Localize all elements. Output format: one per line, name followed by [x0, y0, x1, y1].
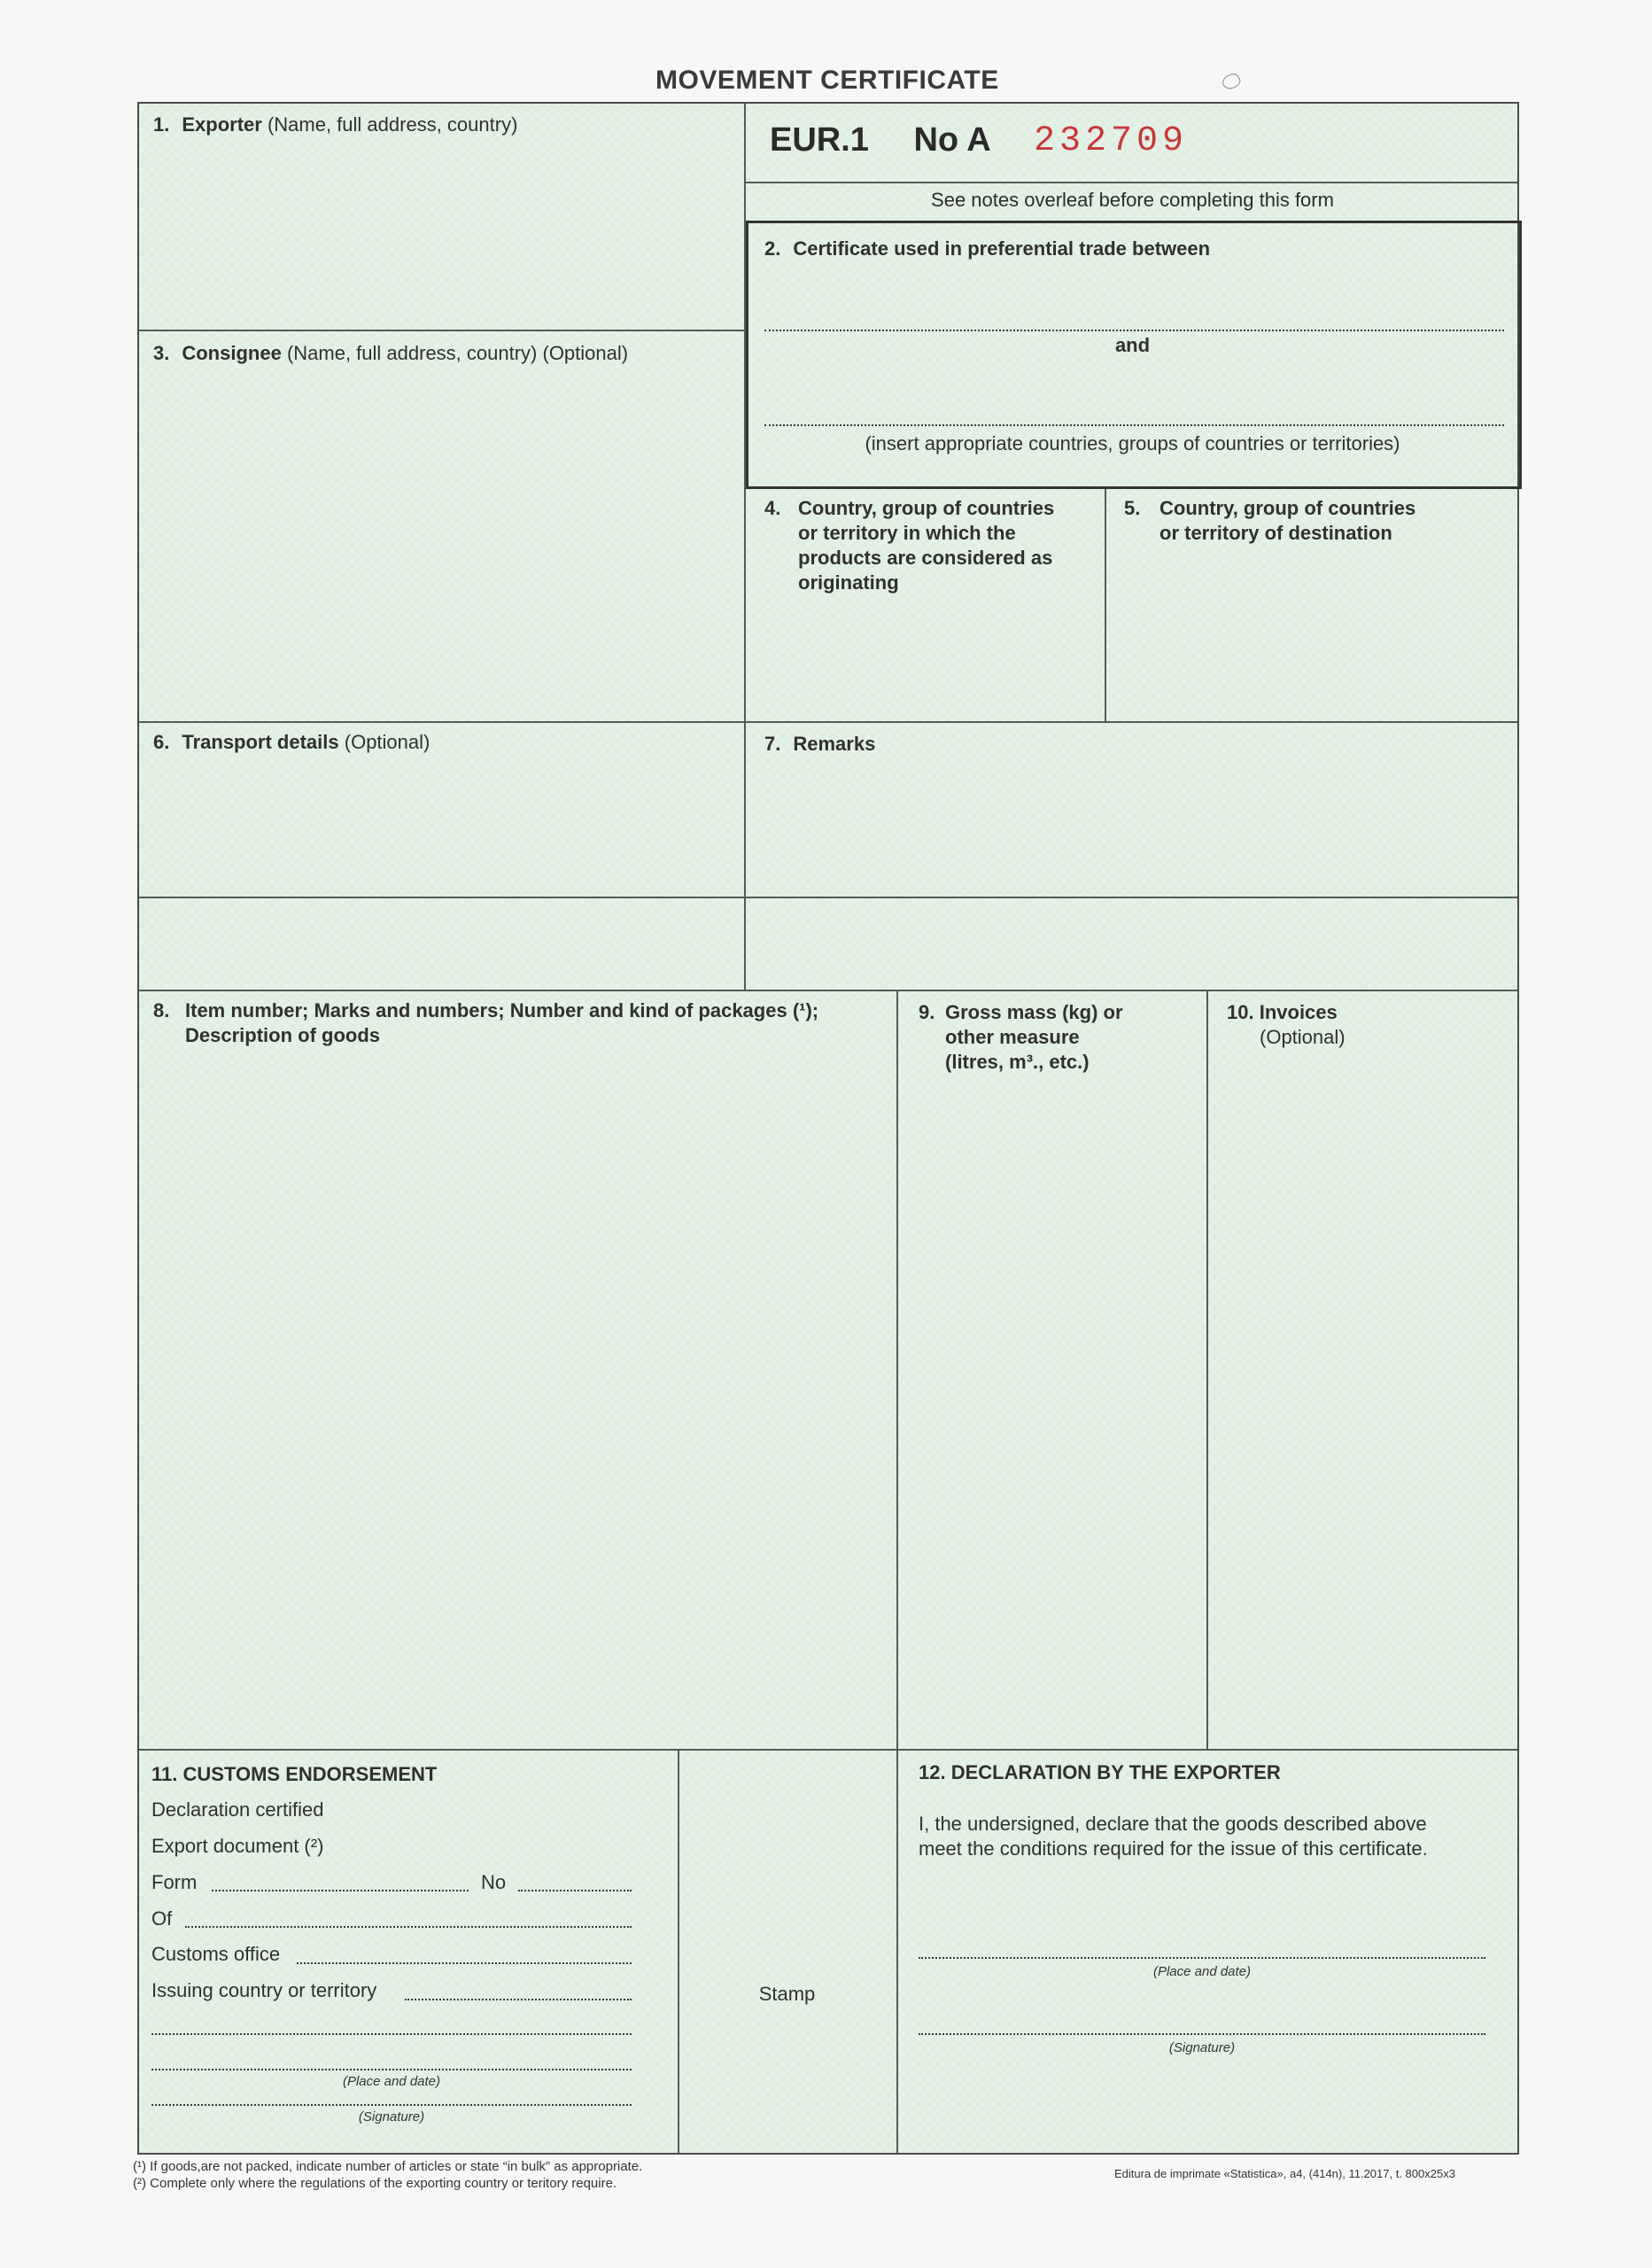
box-10-hint: (Optional)	[1260, 1026, 1346, 1048]
box-10-number: 10.	[1227, 1001, 1254, 1023]
box-11-of-label: Of	[151, 1907, 173, 1930]
footnotes	[133, 2158, 642, 2192]
box-3-label	[153, 341, 628, 366]
box-2-and-text: and	[1114, 334, 1151, 356]
box-4-number: 4.	[764, 497, 781, 519]
footnote-1: (¹) If goods,are not packed, indicate number of articles or state “in bulk” as appropriate.	[133, 2159, 643, 2174]
form-name	[770, 121, 991, 159]
box-1-hint: (Name, full address, country)	[261, 113, 518, 136]
box-11-signature-line[interactable]	[151, 2104, 632, 2106]
divider-header	[744, 182, 1517, 183]
box-11-place-date-line[interactable]	[151, 2069, 632, 2070]
footnote-2: (²) Complete only where the regulations of the exporting country or teritory require.	[133, 2176, 617, 2191]
no-label: No A	[913, 121, 991, 159]
box-8-line-1: Item number; Marks and numbers; Number and kind of packages (¹);	[185, 999, 819, 1021]
box-11-form-label: Form	[151, 1871, 198, 1893]
box-1-title: Exporter	[182, 113, 262, 136]
box-11-no-label: No	[481, 1871, 507, 1893]
divider-row-6-7	[139, 721, 1517, 723]
box-10-label	[1227, 1000, 1338, 1025]
box-12-label	[919, 1760, 1281, 1785]
box-11-title: CUSTOMS ENDORSEMENT	[182, 1763, 438, 1785]
box-4-line-2: or territory in which the	[798, 522, 1016, 544]
box-6-hint: (Optional)	[338, 731, 430, 753]
box-10-title: Invoices	[1259, 1001, 1338, 1023]
box-11-label	[151, 1762, 437, 1787]
box-11-export-document: Export document (²)	[151, 1835, 324, 1857]
box-7-label	[764, 732, 875, 757]
divider-row-6-7-bottom	[139, 897, 1517, 898]
box-5-title	[1160, 496, 1415, 546]
box-1-number: 1.	[153, 113, 170, 136]
box-6-title: Transport details	[182, 731, 339, 753]
box-11-office-field[interactable]	[297, 1962, 632, 1964]
box-11-signature-caption: (Signature)	[358, 2109, 425, 2124]
box-5-number: 5.	[1124, 497, 1141, 519]
box-11-declaration: Declaration certified	[151, 1798, 324, 1821]
box-4-label	[764, 496, 793, 521]
box-8-label	[153, 998, 182, 1023]
box-3-number: 3.	[153, 342, 170, 364]
box-2-country-line-1[interactable]	[764, 330, 1504, 331]
box-12-title: DECLARATION BY THE EXPORTER	[950, 1761, 1281, 1783]
box-2-number: 2.	[764, 237, 781, 260]
box-9-line-1: Gross mass (kg) or	[945, 1001, 1123, 1023]
box-11-no-field[interactable]	[518, 1890, 632, 1891]
box-4-line-1: Country, group of countries	[798, 497, 1055, 519]
box-2-title: Certificate used in preferential trade between	[793, 237, 1211, 260]
divider-row-11	[139, 1749, 1517, 1751]
box-3-title: Consignee	[182, 342, 282, 364]
divider-row-8	[139, 990, 1517, 991]
eur1-form	[137, 102, 1519, 2155]
box-12-signature-caption: (Signature)	[1168, 2040, 1236, 2055]
box-6-label	[153, 730, 430, 755]
box-11-place-date-caption: (Place and date)	[342, 2074, 441, 2089]
box-2-country-line-2[interactable]	[764, 424, 1504, 426]
box-4-title	[798, 496, 1054, 595]
box-12-signature-line[interactable]	[919, 2033, 1485, 2035]
publisher-info: Editura de imprimate «Statistica», a4, (414n), 11.2017, t. 800x25x3	[1114, 2167, 1455, 2180]
box-3-hint: (Name, full address, country) (Optional)	[281, 342, 629, 364]
box-8-number: 8.	[153, 999, 170, 1021]
box-11-number: 11.	[151, 1763, 178, 1785]
box-2-and	[746, 333, 1519, 358]
box-11-form-field[interactable]	[212, 1890, 469, 1891]
divider-box11-stamp	[678, 1749, 679, 2153]
box-9-line-2: other measure	[945, 1026, 1080, 1048]
box-2-label	[764, 237, 1210, 261]
header-notes: See notes overleaf before completing this form	[931, 189, 1334, 211]
box-11-extra-line-1[interactable]	[151, 2033, 632, 2035]
box-11-issuing-label: Issuing country or territory	[151, 1979, 377, 2001]
divider-box4-box5	[1105, 489, 1106, 721]
divider-box8-box9	[896, 990, 898, 2153]
divider-box1-box3	[139, 330, 744, 331]
box-11-office-label: Customs office	[151, 1943, 281, 1965]
box-6-number: 6.	[153, 731, 170, 753]
box-9-title	[945, 1000, 1123, 1075]
box-12-number: 12.	[919, 1761, 946, 1783]
serial-number: 232709	[1034, 121, 1189, 161]
box-1-label	[153, 113, 517, 137]
box-12-place-date-line[interactable]	[919, 1957, 1485, 1959]
box-4-line-4: originating	[798, 571, 899, 594]
box-8-title	[185, 998, 818, 1048]
box-5-label	[1124, 496, 1152, 521]
box-4-line-3: products are considered as	[798, 547, 1053, 569]
box-12-declaration	[919, 1812, 1428, 1861]
box-2-hint: (insert appropriate countries, groups of countries or territories)	[865, 432, 1400, 454]
box-5-line-1: Country, group of countries	[1160, 497, 1416, 519]
stamp-label: Stamp	[758, 1983, 816, 2005]
box-11-issuing-field[interactable]	[405, 1999, 632, 2000]
box-12-place-date-caption: (Place and date)	[1152, 1964, 1252, 1979]
box-12-text-line-2: meet the conditions required for the issue of this certificate.	[919, 1837, 1428, 1860]
form-name-text: EUR.1	[770, 121, 869, 159]
box-9-line-3: (litres, m³., etc.)	[945, 1051, 1090, 1073]
box-9-number: 9.	[919, 1001, 935, 1023]
box-7-title: Remarks	[793, 733, 876, 755]
box-8-line-2: Description of goods	[185, 1024, 380, 1046]
box-5-line-2: or territory of destination	[1160, 522, 1392, 544]
box-12-text-line-1: I, the undersigned, declare that the goods described above	[919, 1813, 1427, 1835]
divider-box9-box10	[1206, 990, 1208, 1749]
document-title: MOVEMENT CERTIFICATE	[655, 66, 999, 95]
ink-mark	[1220, 71, 1242, 92]
box-9-label	[919, 1000, 947, 1025]
box-7-number: 7.	[764, 733, 781, 755]
box-11-of-field[interactable]	[185, 1926, 632, 1928]
